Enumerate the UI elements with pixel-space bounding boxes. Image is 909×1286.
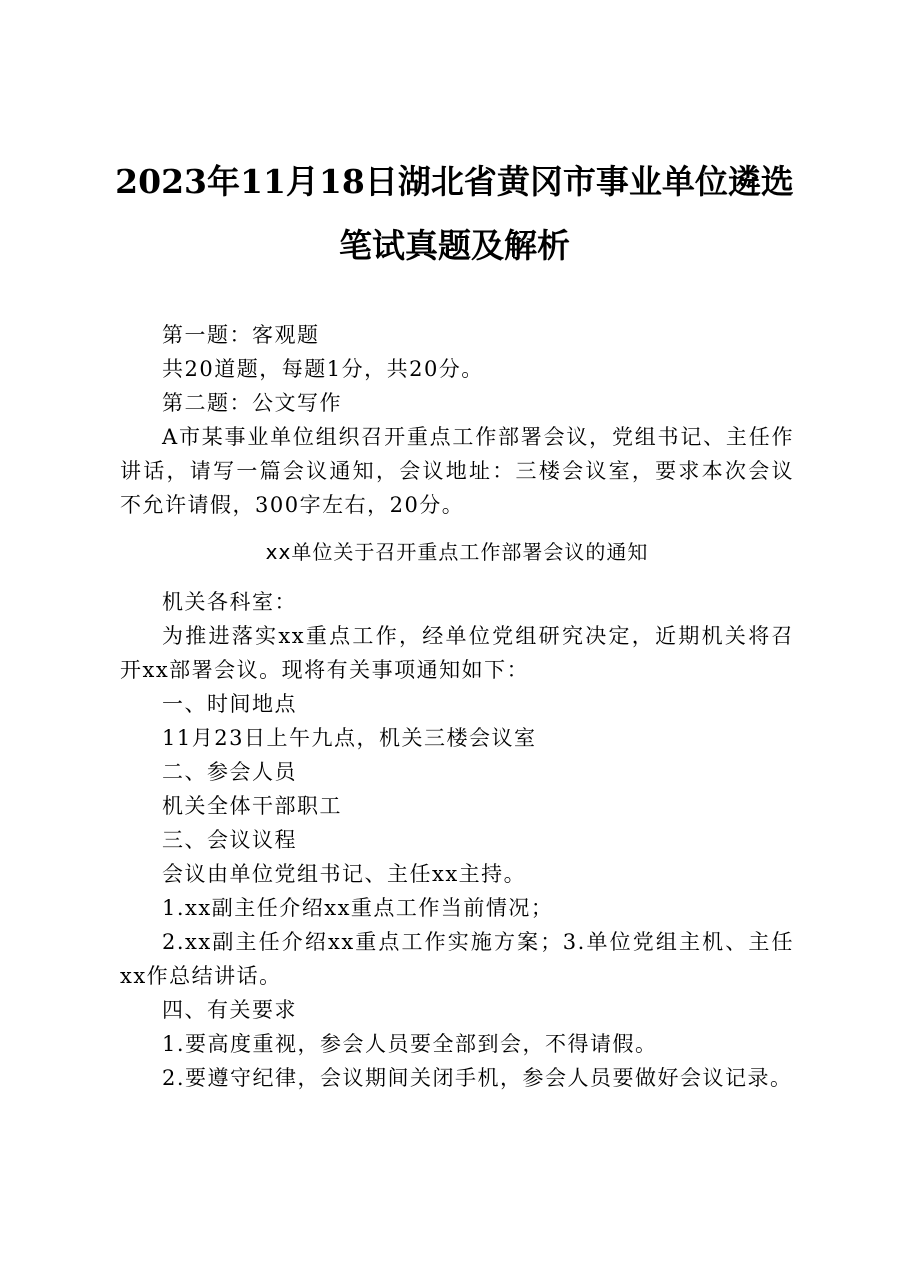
notice-agenda-item-1: 1.xx副主任介绍xx重点工作当前情况； bbox=[162, 896, 554, 920]
section-1-description: 共20道题，每题1分，共20分。 bbox=[162, 357, 484, 381]
notice-intro: 为推进落实xx重点工作，经单位党组研究决定，近期机关将召开xx部署会议。现将有关事项通知如下： bbox=[120, 624, 794, 682]
notice-time-place: 11月23日上午九点，机关三楼会议室 bbox=[162, 726, 537, 750]
section-2-prompt: A市某事业单位组织召开重点工作部署会议，党组书记、主任作讲话，请写一篇会议通知，会议地址：三楼会议室，要求本次会议不允许请假，300字左右，20分。 bbox=[120, 425, 794, 517]
notice-salutation: 机关各科室： bbox=[162, 590, 297, 614]
notice-title-block bbox=[120, 535, 794, 569]
notice-heading-agenda: 三、会议议程 bbox=[162, 828, 297, 852]
notice-title: xx单位关于召开重点工作部署会议的通知 bbox=[265, 540, 649, 564]
notice-requirement-2: 2.要遵守纪律，会议期间关闭手机，参会人员要做好会议记录。 bbox=[162, 1066, 793, 1090]
notice-agenda-intro: 会议由单位党组书记、主任xx主持。 bbox=[162, 862, 527, 886]
notice-body bbox=[120, 585, 794, 1095]
notice-heading-requirements: 四、有关要求 bbox=[162, 998, 297, 1022]
section-questions bbox=[120, 318, 794, 522]
notice-heading-time-place: 一、时间地点 bbox=[162, 692, 297, 716]
document-title-line-2: 笔试真题及解析 bbox=[339, 226, 570, 265]
notice-requirement-1: 1.要高度重视，参会人员要全部到会，不得请假。 bbox=[162, 1032, 658, 1056]
notice-attendees: 机关全体干部职工 bbox=[162, 794, 342, 818]
notice-heading-attendees: 二、参会人员 bbox=[162, 760, 297, 784]
document-title-line-1: 2023年11月18日湖北省黄冈市事业单位遴选 bbox=[115, 162, 794, 201]
notice-agenda-item-2: 2.xx副主任介绍xx重点工作实施方案；3.单位党组主机、主任xx作总结讲话。 bbox=[120, 930, 794, 988]
section-2-heading: 第二题：公文写作 bbox=[162, 391, 342, 415]
section-1-heading: 第一题：客观题 bbox=[162, 323, 320, 347]
